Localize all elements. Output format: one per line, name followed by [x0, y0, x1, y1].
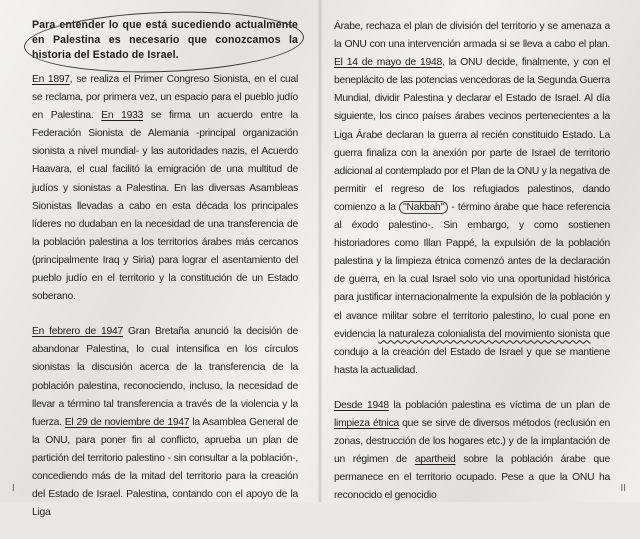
text-run: sobre la población árabe que permanece en el territorio ocupado. Pese a que la ONU ha reconocido el genocidio: [334, 454, 610, 502]
page-number-right: II: [620, 483, 626, 494]
date-desde-1948: Desde 1948: [334, 399, 389, 411]
left-column: [32, 18, 298, 539]
page-gutter: [318, 0, 322, 502]
nakbah-term: "Nakbah": [399, 201, 448, 214]
paragraph-desde-1948: [334, 397, 610, 506]
date-1933: En 1933: [101, 110, 144, 122]
paragraph-1897: [32, 71, 298, 306]
date-feb-1947: En febrero de 1947: [32, 326, 123, 338]
text-run: la Asamblea General de la ONU, para poner fin al conflicto, aprueba un plan de partición del territorio palestino - sin consultar a la población-, concediendo más de la mitad del territorio para la creación del Estado de Israel. Palestina, contando con el apoyo de la Liga: [32, 416, 298, 519]
text-run: que se sirve de diversos métodos (reclusión en zonas, destrucción de los hogares etc.) y de la implantación de un régimen de: [334, 417, 610, 466]
text-run: Árabe, rechaza el plan de división del territorio y se amenaza a la ONU con una intervención armada si se lleva a cabo el plan.: [334, 21, 610, 51]
apartheid-term: apartheid: [414, 454, 456, 466]
right-column: [334, 18, 610, 522]
text-run: la población palestina es víctima de un plan de: [388, 399, 610, 411]
text-run: se firma un acuerdo entre la Federación Sionista de Alemania -principal organización sionista a nivel mundial- y las autoridades nazis, el Acuerdo Haavara, el cual facilitó la emigración de una multitud de judíos y sionistas a Palestina. En las diversas Asambleas Sionistas llevadas a cabo en esta década los principales líderes no dudaban en la necesidad de una transferencia de la población palestina a los territorios árabes más cercanos (principalmente Iraq y Siria) para lograr el asentamiento del pueblo judío en el territorio y la constitución de un Estado soberano.: [32, 110, 298, 303]
text-run: Gran Bretaña anunció la decisión de abandonar Palestina, lo cual intensifica en los círculos sionistas la discusión acerca de la transferencia de la población palestina, reconociendo, incluso, la necesidad de llevar a término tal transferencia a través de la violencia y la fuerza.: [32, 326, 298, 428]
text-run: , la ONU decide, finalmente, y con el beneplácito de las potencias vencedoras de la Segunda Guerra Mundial, dividir Palestina y declarar el Estado de Israel. Al día siguiente, los cinco países árabes vecinos pertenecientes a la Liga Árabe declaran la guerra al recién constituido Estado. La guerra finaliza con la anexión por parte de Israel de territorio adicional al contemplado por el Plan de la ONU y la negativa de permitir el regreso de los refugiados palestinos, dando comienzo a la: [334, 57, 610, 213]
page-number-left: I: [12, 483, 15, 494]
date-1897: En 1897: [32, 74, 70, 85]
paragraph-1947: [32, 323, 298, 522]
text-run: que condujo a la creación del Estado de Israel y que se mantiene hasta la actualidad.: [334, 328, 610, 376]
heading-text: Para entender lo que está sucediendo actualmente en Palestina es necesario que conozcamos la historia del Estado de Israel.: [32, 19, 298, 61]
date-may-1948: El 14 de mayo de 1948: [334, 57, 442, 69]
date-nov-1947: El 29 de noviembre de 1947: [64, 416, 190, 428]
paragraph-1948: [334, 18, 610, 380]
text-run: , se realiza el Primer Congreso Sionista, en el cual se reclama, por primera vez, un espacio para el pueblo judío en Palestina.: [32, 74, 298, 122]
section-heading: [32, 18, 298, 63]
colonialist-phrase: la naturaleza colonialista del movimiento sionista: [378, 328, 591, 340]
limpieza-etnica-term: limpieza étnica: [334, 417, 399, 429]
text-run: - término árabe que hace referencia al éxodo palestino-. Sin embargo, y como sostienen historiadores como Illan Pappé, la expulsión de la población palestina y la limpieza étnica comenzó antes de la declaración de guerra, en la cual Israel solo vio una oportunidad histórica para justificar internacionalmente la expulsión de la población y el avance militar sobre el territorio palestino, lo cual pone en evidencia: [334, 201, 610, 340]
